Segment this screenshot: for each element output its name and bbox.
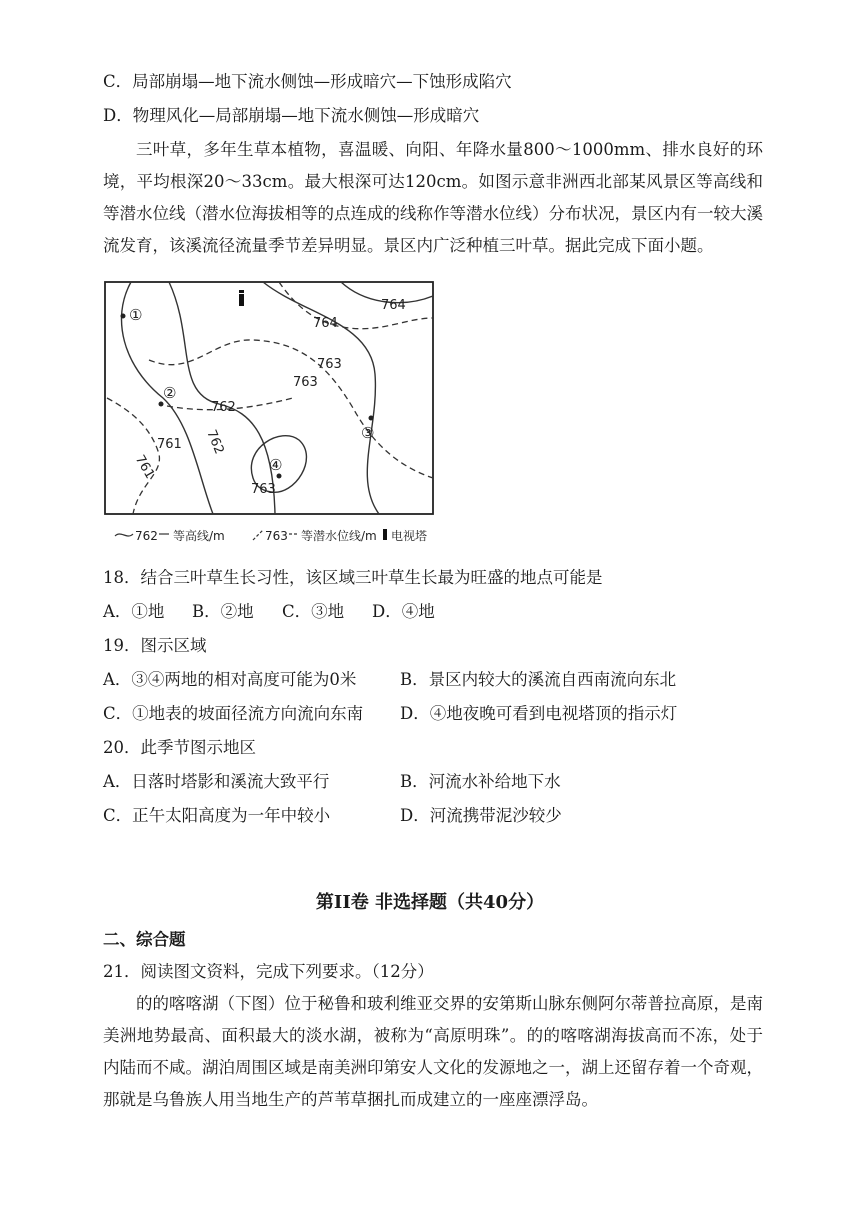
q19-option-a: A．③④两地的相对高度可能为0米 bbox=[103, 670, 357, 689]
intro-paragraph: 三叶草，多年生草本植物，喜温暖、向阳、年降水量800～1000mm、排水良好的环境，平均根深20～33cm。最大根深可达120cm。如图示意非洲西北部某风景区等高线和等潜水位线（潜水位海拔相等的点连成的线称作等潜水位线）分布状况，景区内有一较大溪流发育，该溪流径流量季节差异明显。景区内广泛种植三叶草。据此完成下面小题。 bbox=[103, 140, 763, 255]
point-1-dot bbox=[121, 314, 126, 319]
q19-option-d: D．④地夜晚可看到电视塔顶的指示灯 bbox=[400, 704, 678, 723]
option-d-prev: D．物理风化—局部崩塌—地下流水侧蚀—形成暗穴 bbox=[103, 106, 480, 125]
point-4-label: ④ bbox=[269, 456, 283, 474]
point-3-label: ③ bbox=[361, 424, 375, 442]
label-763-c: 763 bbox=[251, 482, 276, 497]
q18-option-a: A．①地 bbox=[103, 602, 165, 621]
label-761-b: 761 bbox=[131, 452, 158, 482]
legend-contour-label: 等高线/m bbox=[173, 529, 225, 543]
q18-option-c: C．③地 bbox=[282, 602, 345, 621]
point-1-label: ① bbox=[129, 306, 143, 324]
q19-option-c: C．①地表的坡面径流方向流向东南 bbox=[103, 704, 364, 723]
legend-tower-icon bbox=[383, 529, 387, 540]
label-764-a: 764 bbox=[381, 298, 406, 313]
q20-stem: 20．此季节图示地区 bbox=[103, 738, 256, 757]
q20-option-c: C．正午太阳高度为一年中较小 bbox=[103, 806, 331, 825]
q21-paragraph: 的的喀喀湖（下图）位于秘鲁和玻利维亚交界的安第斯山脉东侧阿尔蒂普拉高原，是南美洲地势最高、面积最大的淡水湖，被称为“高原明珠”。的的喀喀湖海拔高而不冻，处于内陆而不咸。湖泊周围区域是南美洲印第安人文化的发源地之一，湖上还留存着一个奇观，那就是乌鲁族人用当地生产的芦苇草捆扎而成建立的一座座漂浮岛。 bbox=[103, 994, 763, 1109]
point-3-dot bbox=[369, 416, 374, 421]
legend-water-sample: 763 bbox=[265, 529, 288, 543]
q21-stem: 21．阅读图文资料，完成下列要求。（12分） bbox=[103, 962, 434, 981]
q20-option-b: B．河流水补给地下水 bbox=[400, 772, 561, 791]
water-761 bbox=[107, 398, 159, 514]
option-c-prev: C．局部崩塌—地下流水侧蚀—形成暗穴—下蚀形成陷穴 bbox=[103, 72, 512, 91]
point-4-dot bbox=[277, 474, 282, 479]
q19-stem: 19．图示区域 bbox=[103, 636, 207, 655]
point-2-dot bbox=[159, 402, 164, 407]
label-764-b: 764 bbox=[313, 316, 338, 331]
contour-map bbox=[103, 278, 443, 550]
part-2-heading: 二、综合题 bbox=[103, 930, 186, 949]
q20-option-d: D．河流携带泥沙较少 bbox=[400, 806, 562, 825]
legend-water-line bbox=[253, 530, 263, 540]
map-frame bbox=[105, 282, 433, 514]
q20-option-a: A．日落时塔影和溪流大致平行 bbox=[103, 772, 330, 791]
q18-option-d: D．④地 bbox=[372, 602, 435, 621]
contour-763-a bbox=[169, 282, 275, 514]
q18-stem: 18．结合三叶草生长习性，该区域三叶草生长最为旺盛的地点可能是 bbox=[103, 568, 603, 587]
legend-contour-line bbox=[115, 534, 133, 536]
label-763-b: 763 bbox=[293, 375, 318, 390]
point-2-label: ② bbox=[163, 384, 177, 402]
legend-water-label: 等潜水位线/m bbox=[301, 529, 377, 543]
legend-tower-label: 电视塔 bbox=[391, 529, 428, 543]
contour-map-svg bbox=[103, 278, 443, 550]
section-2-title: 第II卷 非选择题（共40分） bbox=[315, 892, 545, 913]
label-762-a: 762 bbox=[211, 400, 236, 415]
label-763-a: 763 bbox=[317, 357, 342, 372]
label-762-b: 762 bbox=[203, 427, 227, 457]
label-761-a: 761 bbox=[157, 437, 182, 452]
legend-contour-sample: 762 bbox=[135, 529, 158, 543]
tv-tower-icon bbox=[239, 290, 244, 306]
q19-option-b: B．景区内较大的溪流自西南流向东北 bbox=[400, 670, 677, 689]
q18-option-b: B．②地 bbox=[192, 602, 254, 621]
